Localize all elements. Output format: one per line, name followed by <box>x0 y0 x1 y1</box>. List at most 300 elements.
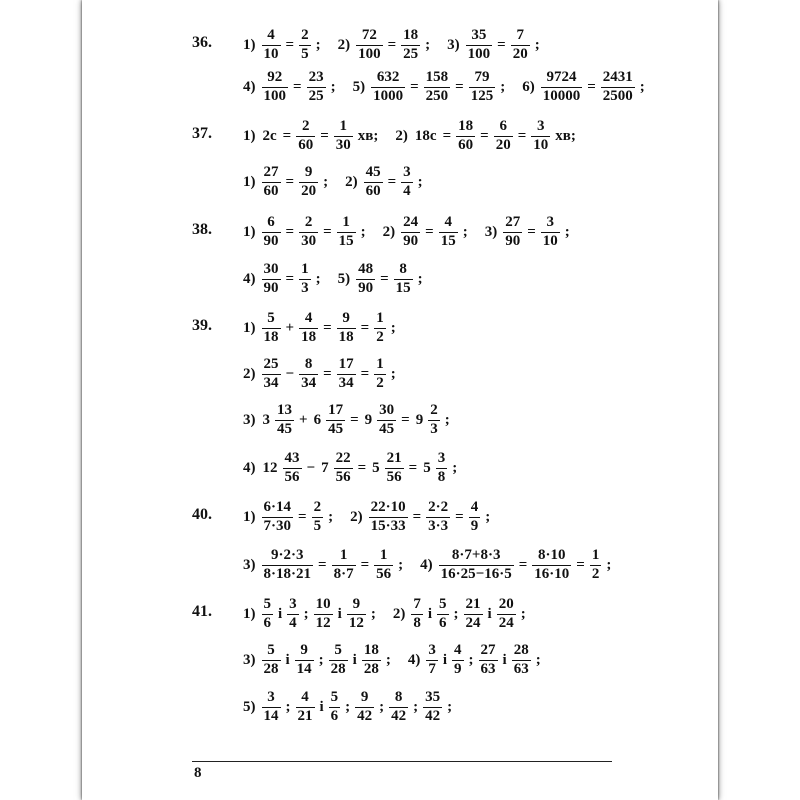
answer-line <box>240 119 579 154</box>
denominator: 2 <box>591 565 600 582</box>
fraction <box>296 690 315 725</box>
denominator: 28 <box>363 660 379 677</box>
answer-line <box>240 403 453 438</box>
numerator: 3 <box>289 596 297 612</box>
denominator: 10 <box>542 232 558 249</box>
numerator: 7 <box>516 27 524 43</box>
denominator: 8 <box>437 468 446 485</box>
numerator: 2 <box>301 27 309 43</box>
denominator: 8·18·21 <box>263 565 312 582</box>
answer-line <box>240 28 543 63</box>
fraction <box>307 70 326 105</box>
numerator: 21 <box>386 450 402 466</box>
item-label: 1) <box>243 605 256 622</box>
math-token: ; <box>417 270 423 287</box>
answer-line <box>240 215 573 250</box>
fraction <box>469 500 481 535</box>
fraction <box>337 311 356 346</box>
item-label: 3) <box>243 651 256 668</box>
exercise-number: 38. <box>192 221 212 238</box>
answer-line <box>240 643 544 678</box>
denominator: 25 <box>403 45 419 62</box>
denominator: 25 <box>308 87 324 104</box>
denominator: 7·30 <box>263 517 292 534</box>
math-token: ; <box>318 651 324 668</box>
item-label: 4) <box>243 459 256 476</box>
math-token: = <box>285 223 295 240</box>
item-label: 6) <box>522 78 535 95</box>
fraction <box>299 311 318 346</box>
numerator: 8 <box>304 356 313 372</box>
fraction <box>296 119 315 154</box>
fraction <box>275 403 294 438</box>
math-token: ; <box>385 651 391 668</box>
fraction <box>374 311 386 346</box>
item-label: 1) <box>243 36 256 53</box>
item-label: 2) <box>382 223 396 240</box>
fraction <box>401 165 413 200</box>
answer-line <box>240 451 460 486</box>
fraction <box>374 548 393 583</box>
denominator: 15 <box>440 232 456 249</box>
math-token: ; <box>285 698 291 715</box>
fraction <box>389 690 408 725</box>
numerator: 1 <box>342 214 350 230</box>
math-token: ; <box>485 508 491 525</box>
math-token: ; <box>444 411 450 428</box>
fraction <box>466 28 493 63</box>
fraction <box>329 690 341 725</box>
fraction <box>362 643 381 678</box>
denominator: 20 <box>301 182 317 199</box>
numerator: 9 <box>300 642 308 658</box>
denominator: 2500 <box>602 87 633 104</box>
item-label: 3) <box>243 556 256 573</box>
math-token: − <box>285 365 295 382</box>
math-token: ; <box>447 698 453 715</box>
math-token: ; <box>564 223 570 240</box>
exercise-number: 37. <box>192 125 212 142</box>
fraction <box>503 215 522 250</box>
numerator: 4 <box>470 499 479 515</box>
item-label: 2) <box>350 508 363 525</box>
fraction <box>332 548 356 583</box>
denominator: 12 <box>348 614 364 631</box>
fraction <box>479 643 498 678</box>
math-token: = <box>518 556 528 573</box>
denominator: 100 <box>358 45 381 62</box>
math-token: = <box>282 127 292 144</box>
numerator: 24 <box>403 214 419 230</box>
fraction <box>334 451 353 486</box>
numerator: 13 <box>277 402 292 418</box>
exercise-number: 36. <box>192 34 212 51</box>
math-token: і <box>487 605 492 622</box>
answer-line <box>240 311 399 346</box>
textbook-page <box>82 0 718 800</box>
denominator: 60 <box>298 136 314 153</box>
denominator: 20 <box>495 136 511 153</box>
numerator: 9 <box>360 689 369 705</box>
fraction <box>262 357 281 392</box>
fraction <box>262 500 294 535</box>
fraction <box>262 28 281 63</box>
math-token: 2с <box>262 127 277 144</box>
math-token: = <box>497 36 506 53</box>
math-token: ; <box>606 556 612 573</box>
denominator: 30 <box>335 136 351 153</box>
numerator: 8·7+8·3 <box>451 547 501 563</box>
fraction <box>371 70 405 105</box>
math-token: хв; <box>555 127 576 144</box>
denominator: 9 <box>470 517 479 534</box>
denominator: 14 <box>263 707 279 724</box>
fraction <box>314 597 333 632</box>
numerator: 30 <box>263 261 279 277</box>
numerator: 6·14 <box>263 499 292 515</box>
denominator: 9 <box>454 660 462 677</box>
denominator: 42 <box>425 707 441 724</box>
numerator: 4 <box>444 214 452 230</box>
numerator: 21 <box>465 596 481 612</box>
exercise-number: 41. <box>192 603 212 620</box>
numerator: 8 <box>399 261 407 277</box>
math-token: ; <box>345 698 351 715</box>
denominator: 42 <box>357 707 373 724</box>
math-token: = <box>442 127 452 144</box>
denominator: 6 <box>263 614 271 631</box>
fraction <box>511 28 530 63</box>
math-token: 9 <box>364 411 373 428</box>
math-token: ; <box>390 365 396 382</box>
item-label: 2) <box>337 36 351 53</box>
numerator: 22·10 <box>370 499 406 515</box>
fraction <box>497 597 516 632</box>
numerator: 1 <box>376 310 384 326</box>
numerator: 30 <box>379 402 395 418</box>
math-token: = <box>527 223 536 240</box>
fraction <box>326 403 345 438</box>
denominator: 34 <box>338 374 354 391</box>
math-token: = <box>412 508 422 525</box>
denominator: 18 <box>338 328 354 345</box>
math-token: ; <box>425 36 431 53</box>
math-token: і <box>319 698 324 715</box>
numerator: 9 <box>352 596 361 612</box>
math-token: ; <box>328 508 334 525</box>
fraction <box>329 643 348 678</box>
math-token: ; <box>413 698 419 715</box>
numerator: 45 <box>365 164 381 180</box>
numerator: 5 <box>267 310 275 326</box>
denominator: 5 <box>301 45 309 62</box>
denominator: 8 <box>413 614 421 631</box>
denominator: 28 <box>330 660 346 677</box>
item-label: 5) <box>352 78 366 95</box>
math-token: ; <box>330 78 336 95</box>
fraction <box>262 643 281 678</box>
denominator: 60 <box>458 136 474 153</box>
fraction <box>456 119 475 154</box>
denominator: 3 <box>430 420 438 437</box>
math-token: ; <box>535 651 541 668</box>
numerator: 9724 <box>546 69 577 85</box>
item-label: 4) <box>407 651 421 668</box>
numerator: 1 <box>379 547 388 563</box>
numerator: 18 <box>458 118 474 134</box>
numerator: 3 <box>267 689 275 705</box>
math-token: = <box>387 36 397 53</box>
numerator: 48 <box>358 261 374 277</box>
math-token: 3 <box>262 411 270 428</box>
exercise-number: 40. <box>192 506 212 523</box>
denominator: 30 <box>301 232 317 249</box>
fraction <box>385 451 404 486</box>
numerator: 9 <box>342 310 350 326</box>
numerator: 4 <box>301 689 309 705</box>
fraction <box>364 165 383 200</box>
denominator: 56 <box>284 468 300 485</box>
numerator: 17 <box>338 356 354 372</box>
fraction <box>356 262 375 297</box>
fraction <box>423 690 442 725</box>
fraction <box>436 451 448 486</box>
denominator: 14 <box>296 660 312 677</box>
math-token: ; <box>417 173 423 190</box>
numerator: 10 <box>315 596 331 612</box>
numerator: 2 <box>304 214 313 230</box>
item-label: 3) <box>447 36 460 53</box>
math-token: + <box>285 319 295 336</box>
fraction <box>374 357 386 392</box>
denominator: 2 <box>376 328 384 345</box>
item-label: 2) <box>392 605 406 622</box>
math-token: і <box>285 651 290 668</box>
denominator: 15 <box>395 279 411 296</box>
fraction <box>262 311 281 346</box>
math-token: 6 <box>313 411 322 428</box>
fraction <box>299 357 318 392</box>
numerator: 5 <box>439 596 447 612</box>
math-token: = <box>587 78 596 95</box>
answer-line <box>240 262 426 297</box>
math-token: = <box>517 127 527 144</box>
fraction <box>411 597 423 632</box>
fraction <box>424 70 451 105</box>
numerator: 22 <box>335 450 351 466</box>
numerator: 25 <box>263 356 279 372</box>
denominator: 90 <box>358 279 374 296</box>
math-token: і <box>442 651 448 668</box>
math-token: ; <box>360 223 366 240</box>
fraction <box>512 643 531 678</box>
fraction <box>334 119 353 154</box>
numerator: 3 <box>428 642 436 658</box>
math-token: і <box>278 605 283 622</box>
fraction <box>262 690 281 725</box>
answer-line <box>240 548 614 583</box>
math-token: 12 <box>262 459 278 476</box>
denominator: 60 <box>365 182 381 199</box>
math-token: 5 <box>372 459 380 476</box>
item-label: 1) <box>243 223 256 240</box>
math-token: = <box>285 270 295 287</box>
denominator: 6 <box>439 614 447 631</box>
numerator: 2431 <box>602 69 633 85</box>
answer-line <box>240 690 455 725</box>
math-token: ; <box>398 556 404 573</box>
math-token: = <box>323 365 332 382</box>
numerator: 27 <box>263 164 279 180</box>
fraction <box>532 548 571 583</box>
numerator: 3 <box>403 164 411 180</box>
numerator: 35 <box>471 27 487 43</box>
exercise-number: 39. <box>192 317 212 334</box>
denominator: 16·10 <box>534 565 570 582</box>
answer-line <box>240 357 399 392</box>
denominator: 18 <box>301 328 317 345</box>
page-number: 8 <box>194 765 202 781</box>
math-token: ; <box>468 651 474 668</box>
numerator: 3 <box>437 450 446 466</box>
numerator: 17 <box>328 402 344 418</box>
denominator: 15 <box>338 232 354 249</box>
denominator: 1000 <box>373 87 404 104</box>
math-token: = <box>480 127 489 144</box>
numerator: 5 <box>267 642 275 658</box>
item-label: 1) <box>243 127 256 144</box>
math-token: = <box>357 459 367 476</box>
numerator: 28 <box>513 642 529 658</box>
denominator: 90 <box>263 232 279 249</box>
math-token: 9 <box>415 411 424 428</box>
numerator: 18 <box>363 642 379 658</box>
answer-line <box>240 70 648 105</box>
denominator: 45 <box>379 420 395 437</box>
numerator: 8·10 <box>538 547 566 563</box>
numerator: 4 <box>304 310 313 326</box>
math-token: = <box>285 173 295 190</box>
item-label: 3) <box>243 411 256 428</box>
denominator: 10000 <box>542 87 581 104</box>
numerator: 1 <box>591 547 600 563</box>
numerator: 1 <box>376 356 384 372</box>
math-token: = <box>360 365 370 382</box>
item-label: 4) <box>243 78 256 95</box>
math-token: = <box>298 508 307 525</box>
denominator: 100 <box>263 87 286 104</box>
math-token: хв; <box>357 127 379 144</box>
numerator: 8 <box>394 689 403 705</box>
fraction <box>262 597 274 632</box>
numerator: 43 <box>284 450 300 466</box>
math-token: ; <box>370 605 376 622</box>
numerator: 7 <box>413 596 421 612</box>
math-token: = <box>401 411 410 428</box>
math-token: ; <box>520 605 526 622</box>
math-token: = <box>293 78 302 95</box>
math-token: 18с <box>414 127 437 144</box>
math-token: ; <box>462 223 468 240</box>
math-token: ; <box>379 698 385 715</box>
math-token: = <box>410 78 419 95</box>
fraction <box>426 643 438 678</box>
math-token: = <box>455 508 464 525</box>
numerator: 6 <box>499 118 507 134</box>
denominator: 5 <box>313 517 322 534</box>
denominator: 8·7 <box>333 565 354 582</box>
answer-line <box>240 597 529 632</box>
math-token: і <box>337 605 342 622</box>
denominator: 4 <box>289 614 297 631</box>
math-token: = <box>455 78 464 95</box>
answer-line <box>240 165 426 200</box>
denominator: 24 <box>498 614 514 631</box>
fraction <box>299 262 311 297</box>
numerator: 5 <box>263 596 271 612</box>
math-token: ; <box>323 173 329 190</box>
fraction <box>287 597 299 632</box>
fraction <box>355 690 374 725</box>
math-token: ; <box>390 319 396 336</box>
numerator: 2 <box>430 402 438 418</box>
denominator: 63 <box>513 660 529 677</box>
denominator: 7 <box>428 660 436 677</box>
item-label: 1) <box>243 319 256 336</box>
denominator: 16·25−16·5 <box>440 565 512 582</box>
fraction <box>356 28 383 63</box>
denominator: 18 <box>263 328 279 345</box>
denominator: 42 <box>391 707 407 724</box>
denominator: 10 <box>533 136 549 153</box>
item-label: 1) <box>243 173 256 190</box>
denominator: 90 <box>505 232 521 249</box>
fraction <box>452 643 464 678</box>
numerator: 632 <box>376 69 400 85</box>
numerator: 20 <box>498 596 514 612</box>
denominator: 56 <box>376 565 392 582</box>
math-token: = <box>425 223 434 240</box>
denominator: 6 <box>330 707 339 724</box>
footer-rule <box>192 761 612 762</box>
math-token: ; <box>534 36 540 53</box>
math-token: і <box>502 651 507 668</box>
numerator: 2 <box>313 499 322 515</box>
numerator: 92 <box>267 69 283 85</box>
numerator: 2 <box>301 118 310 134</box>
numerator: 4 <box>454 642 462 658</box>
fraction <box>337 357 356 392</box>
denominator: 90 <box>403 232 419 249</box>
item-label: 2) <box>395 127 408 144</box>
numerator: 6 <box>267 214 275 230</box>
denominator: 45 <box>328 420 344 437</box>
fraction <box>337 215 356 250</box>
math-token: = <box>323 319 332 336</box>
math-token: = <box>350 411 359 428</box>
math-token: ; <box>639 78 645 95</box>
math-token: = <box>360 556 370 573</box>
fraction <box>541 215 560 250</box>
item-label: 4) <box>420 556 433 573</box>
numerator: 5 <box>330 689 339 705</box>
item-label: 2) <box>243 365 256 382</box>
math-token: ; <box>303 605 309 622</box>
denominator: 34 <box>301 374 317 391</box>
fraction <box>401 28 420 63</box>
denominator: 21 <box>297 707 313 724</box>
item-label: 1) <box>243 508 256 525</box>
